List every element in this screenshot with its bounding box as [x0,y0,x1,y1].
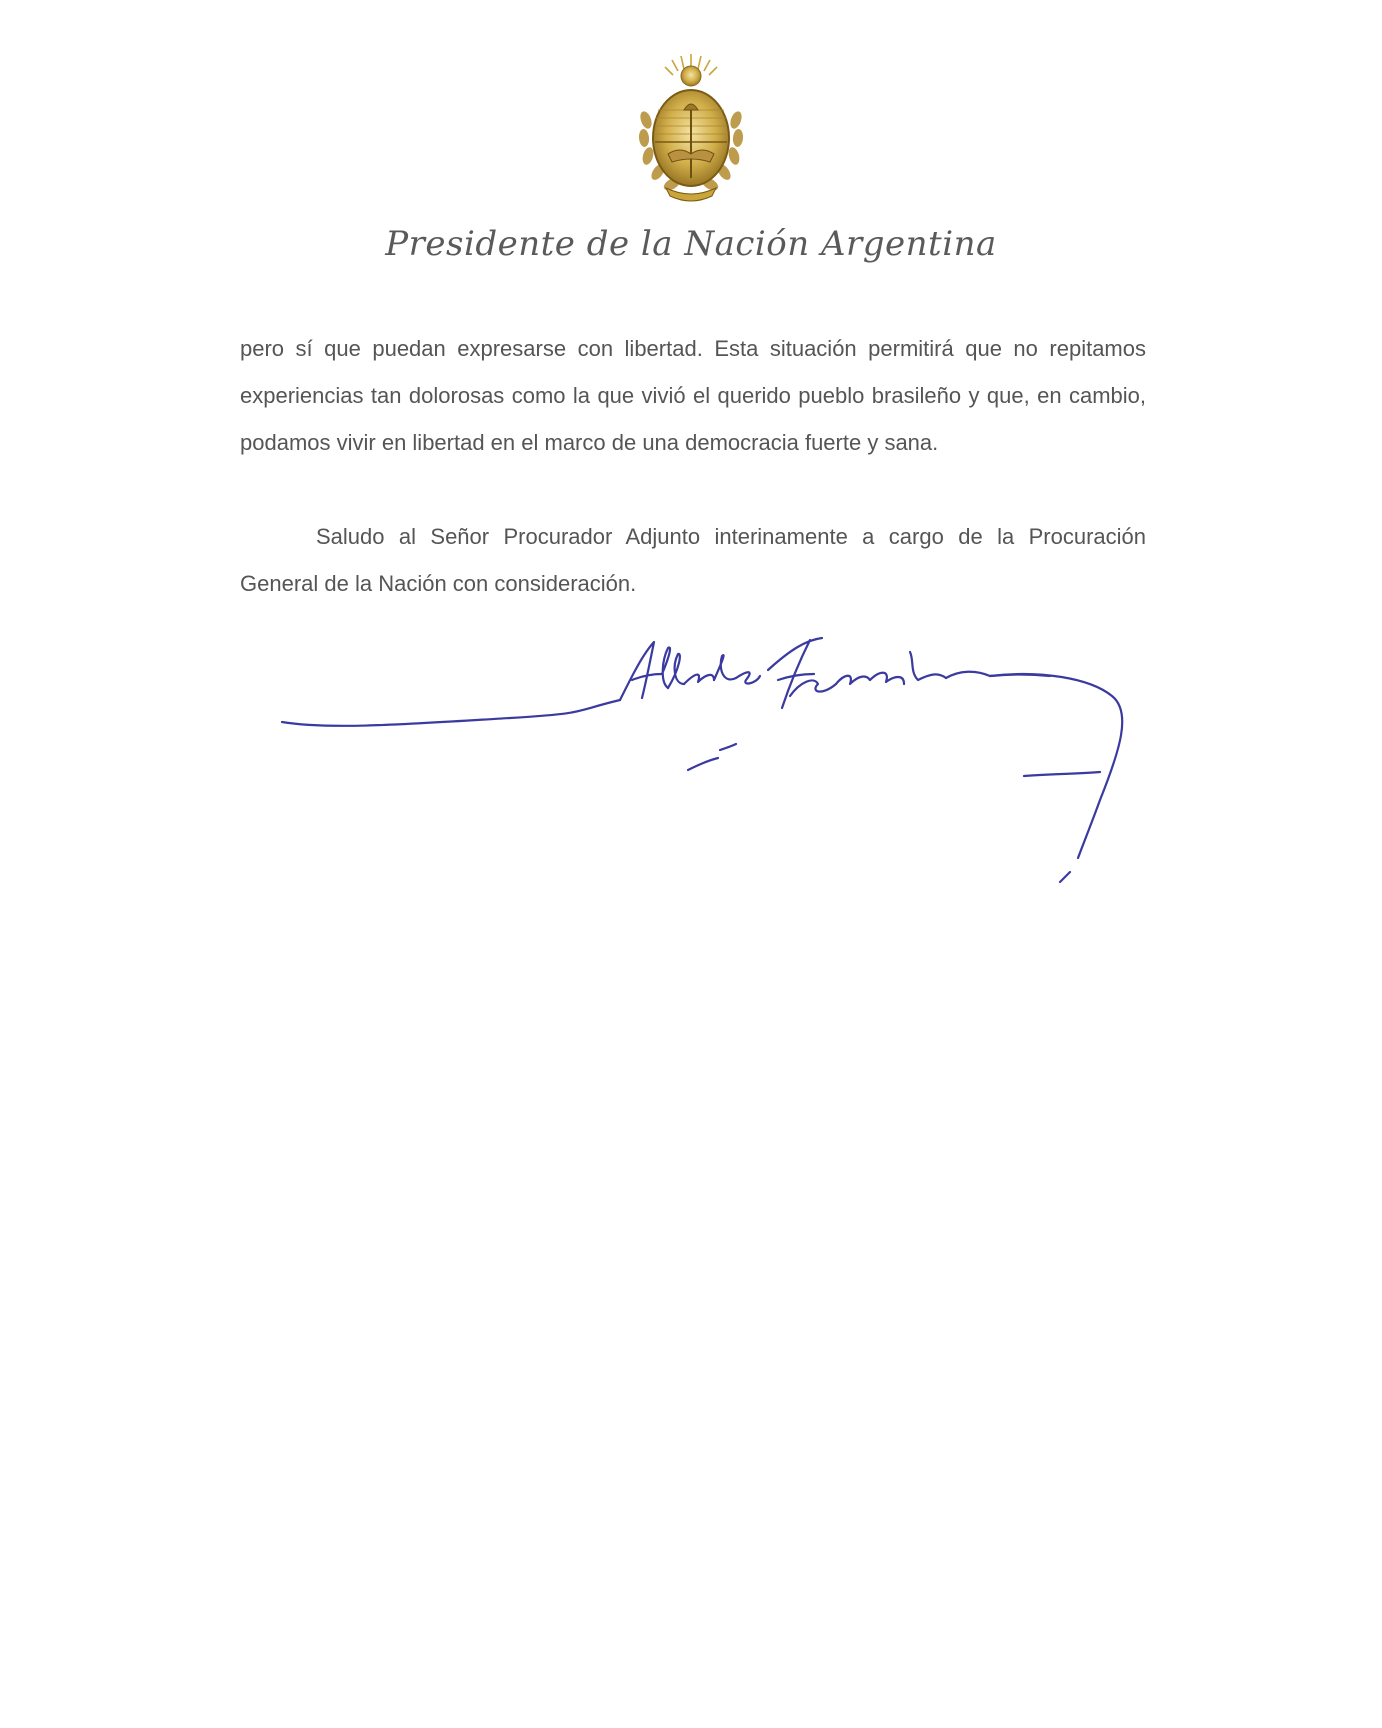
letter-paragraph: pero sí que puedan expresarse con libertad. Esta situación permitirá que no repitamos experiencias tan dolorosas como la que vivió el querido pueblo brasileño y que, en cambio, podamos vivir en libertad en el marco de una democracia fuerte y sana. [240,336,1146,455]
coat-of-arms-seal [636,50,746,206]
letterhead-title: Presidente de la Nación Argentina [385,224,997,264]
closing-paragraph: Saludo al Señor Procurador Adjunto interinamente a cargo de la Procuración General de la Nación con consideración. [240,524,1146,596]
handwritten-signature [270,600,1170,890]
